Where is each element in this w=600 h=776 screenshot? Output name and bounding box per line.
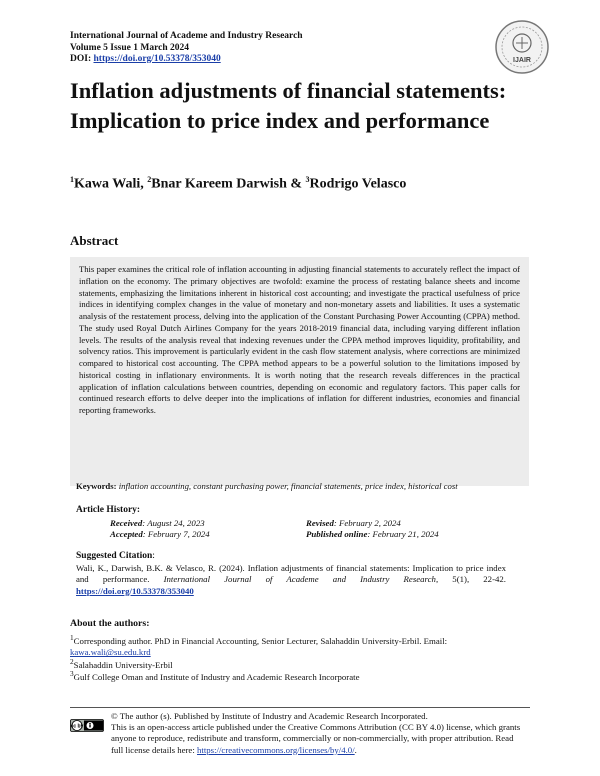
author-number: 3 bbox=[305, 175, 310, 184]
history-published-label: Published online bbox=[306, 529, 368, 539]
about-author-1-text: Corresponding author. PhD in Financial Accounting, Senior Lecturer, Salahaddin University-Erbil. Email: bbox=[73, 635, 448, 646]
about-author-2-text: Salahaddin University-Erbil bbox=[73, 659, 173, 670]
about-number: 2 bbox=[70, 657, 74, 666]
copyright-line: © The author (s). Published by Institute of Industry and Academic Research Incorporated. bbox=[111, 711, 428, 721]
citation-heading-text: Suggested Citation bbox=[76, 551, 153, 561]
abstract-heading: Abstract bbox=[70, 233, 119, 248]
author-email-link[interactable]: kawa.wali@su.edu.krd bbox=[70, 647, 151, 658]
citation-body: Wali, K., Darwish, B.K. & Velasco, R. (2024). Inflation adjustments of financial statements: Implication to price index and performance. bbox=[76, 563, 506, 585]
author-name: Rodrigo Velasco bbox=[309, 176, 407, 192]
history-received-label: Received bbox=[110, 518, 143, 528]
keywords-text: inflation accounting, constant purchasing power, financial statements, price index, historical cost bbox=[118, 481, 458, 491]
doi-label: DOI: bbox=[70, 54, 92, 64]
citation-heading bbox=[76, 551, 155, 561]
license-body: This is an open-access article published under the Creative Commons Attribution (CC BY 4.0) license, which grants anyone to reproduce, redistribute and transform, commercially or non-commercially, with proper attribution. Read full license details here: bbox=[111, 722, 521, 755]
history-published-date: : February 21, 2024 bbox=[367, 529, 439, 539]
license-details bbox=[111, 722, 521, 756]
license-end: . bbox=[354, 744, 357, 755]
doi-link[interactable]: https://doi.org/10.53378/353040 bbox=[93, 54, 221, 64]
about-author-3-text: Gulf College Oman and Institute of Industry and Academic Research Incorporate bbox=[73, 671, 360, 682]
history-revised-date: : February 2, 2024 bbox=[333, 518, 401, 528]
journal-issue: Volume 5 Issue 1 March 2024 bbox=[70, 42, 190, 53]
history-published bbox=[306, 529, 439, 539]
about-author-1 bbox=[70, 632, 520, 659]
cc-by-license-icon bbox=[70, 719, 104, 732]
citation-heading-colon: : bbox=[152, 551, 155, 561]
about-number: 1 bbox=[70, 633, 74, 642]
citation-text bbox=[76, 563, 506, 597]
author-number: 1 bbox=[70, 175, 74, 184]
history-revised-label: Revised bbox=[306, 518, 334, 528]
history-accepted-date: : February 7, 2024 bbox=[142, 529, 210, 539]
logo-text: IJAIR bbox=[513, 57, 531, 64]
paper-title: Inflation adjustments of financial statements: Implication to price index and performance bbox=[70, 78, 507, 133]
abstract-text: This paper examines the critical role of inflation accounting in adjusting financial statements to accurately reflect the impact of inflation on the economy. The primary objectives are twofold: examine the process of restating balance sheets and income statements, emphasizing the limitations inherent in historical cost accounting; and investigate the practical usefulness of price indices in identifying complex changes in the value of monetary and non-monetary assets and liabilities. It uses a systematic analysis of the restatement process, delving into the application of the Constant Purchasing Power Accounting (CPPA) method. The study used Royal Dutch Airlines Company for the years 2018-2019 financial data, including varying different inflation levels. The results of the analysis reveal that indexing revenues under the CPPA method improves liquidity, profitability, and solvency ratios. This improvement is particularly evident in the cash flow statement analysis, where corrections are minimized compared to historical cost accounting. The CPPA method appears to be a powerful solution to the limitations imposed by historical costing in inflationary environments. It is worth noting that the research reveals differences in the practical application of inflation calculations between countries, depending on economic and regulatory factors. This paper calls for continued research efforts to delve deeper into the implications of inflation for different industries, economies and financial reporting frameworks. bbox=[70, 257, 529, 486]
about-number: 3 bbox=[70, 669, 74, 678]
citation-volume: , 5(1), 22-42. bbox=[435, 574, 506, 585]
author-number: 2 bbox=[147, 175, 152, 184]
license-text bbox=[111, 711, 521, 756]
keywords bbox=[76, 481, 458, 491]
footer-divider bbox=[70, 707, 530, 708]
history-accepted bbox=[110, 529, 210, 539]
journal-header bbox=[70, 31, 303, 66]
history-accepted-label: Accepted bbox=[110, 529, 143, 539]
history-received bbox=[110, 518, 205, 528]
about-author-3 bbox=[70, 668, 520, 683]
about-authors-heading: About the authors: bbox=[70, 618, 150, 629]
citation-journal: International Journal of Academe and Industry Research bbox=[163, 574, 436, 585]
cc-badge-text: cc by bbox=[70, 723, 84, 730]
journal-logo-icon bbox=[494, 19, 550, 75]
history-received-date: : August 24, 2023 bbox=[142, 518, 205, 528]
license-link[interactable]: https://creativecommons.org/licenses/by/4.0/ bbox=[196, 744, 355, 755]
author-name: Bnar Kareem Darwish & bbox=[151, 176, 306, 192]
author-name: Kawa Wali, bbox=[74, 176, 148, 192]
citation-doi-link[interactable]: https://doi.org/10.53378/353040 bbox=[76, 585, 194, 596]
journal-name: International Journal of Academe and Industry Research bbox=[70, 31, 303, 41]
author-list bbox=[70, 175, 406, 193]
journal-doi bbox=[70, 54, 303, 66]
history-revised bbox=[306, 518, 401, 528]
keywords-label: Keywords: bbox=[76, 481, 117, 491]
article-history-heading: Article History: bbox=[76, 505, 141, 515]
